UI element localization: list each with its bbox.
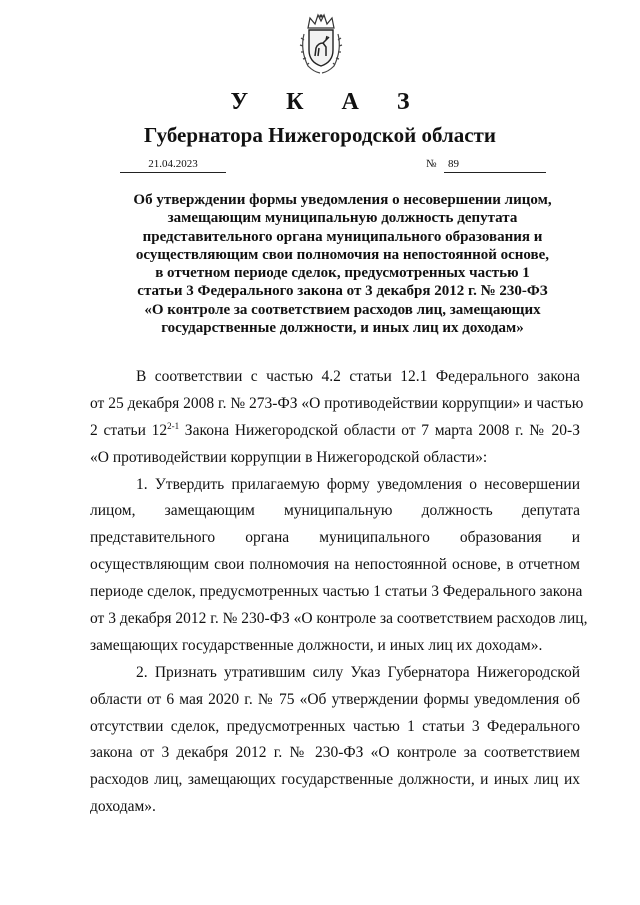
item1-line: от 3 декабря 2012 г. № 230-ФЗ «О контроле за соответствием расходов лиц, <box>90 610 588 628</box>
preamble-text: 2 статьи 12 <box>90 421 168 439</box>
heading-line: осуществляющим свои полномочия на непостоянной основе, <box>135 246 550 263</box>
preamble-line: от 25 декабря 2008 г. № 273-ФЗ «О противодействии коррупции» и частью <box>90 394 584 412</box>
item1-line: замещающих государственные должности, и иных лиц их доходам». <box>90 636 543 654</box>
document-subtitle: Губернатора Нижегородской области <box>144 123 496 147</box>
item1-line: 1. Утвердить прилагаемую форму уведомления о несовершении <box>136 475 580 493</box>
document-title: У К А З <box>230 89 426 115</box>
decree-heading <box>100 191 585 337</box>
preamble-text: Закона Нижегородской области от 7 марта 2008 г. № 20-З <box>179 421 580 439</box>
number-value: 89 <box>444 158 546 173</box>
item1-line: периоде сделок, предусмотренных частью 1 статьи 3 Федерального закона <box>90 583 583 601</box>
heading-line: представительного органа муниципального образования и <box>142 228 543 245</box>
item1-line: осуществляющим свои полномочия на непостоянной основе, в отчетном <box>90 556 580 574</box>
heading-line: статьи 3 Федерального закона от 3 декабря 2012 г. № 230-ФЗ <box>137 283 548 300</box>
heading-line: в отчетном периоде сделок, предусмотренных частью 1 <box>155 265 530 282</box>
preamble-line: «О противодействии коррупции в Нижегородской области»: <box>90 448 488 466</box>
item2-line: области от 6 мая 2020 г. № 75 «Об утверждении формы уведомления об <box>90 690 580 708</box>
item2-line: расходов лиц, замещающих государственные должности, и иных лиц их <box>90 771 580 789</box>
item2-line: доходам». <box>90 798 156 816</box>
coat-of-arms-emblem <box>298 12 344 74</box>
heading-line: государственные должности, и иных лиц их доходам» <box>161 320 524 337</box>
document-number <box>426 158 546 173</box>
item1-line: лицом, замещающим муниципальную должность депутата <box>90 502 580 520</box>
heading-line: «О контроле за соответствием расходов лиц, замещающих <box>144 301 541 318</box>
item2-line: отсутствии сделок, предусмотренных частью 1 статьи 3 Федерального <box>90 717 580 735</box>
heading-line: Об утверждении формы уведомления о несовершении лицом, <box>133 192 552 208</box>
article-superscript: 2-1 <box>167 420 180 431</box>
item2-line: 2. Признать утратившим силу Указ Губернатора Нижегородской <box>136 663 580 681</box>
decree-body <box>90 364 588 821</box>
heading-line: замещающим муниципальную должность депутата <box>167 210 518 227</box>
item1-line: представительного органа муниципального образования и <box>90 529 580 547</box>
item2-line: закона от 3 декабря 2012 г. № 230-ФЗ «О контроле за соответствием <box>90 744 580 762</box>
preamble-line: В соответствии с частью 4.2 статьи 12.1 Федерального закона <box>136 368 580 385</box>
document-date: 21.04.2023 <box>120 158 226 173</box>
preamble-line <box>90 418 580 445</box>
number-label: № <box>426 158 437 170</box>
